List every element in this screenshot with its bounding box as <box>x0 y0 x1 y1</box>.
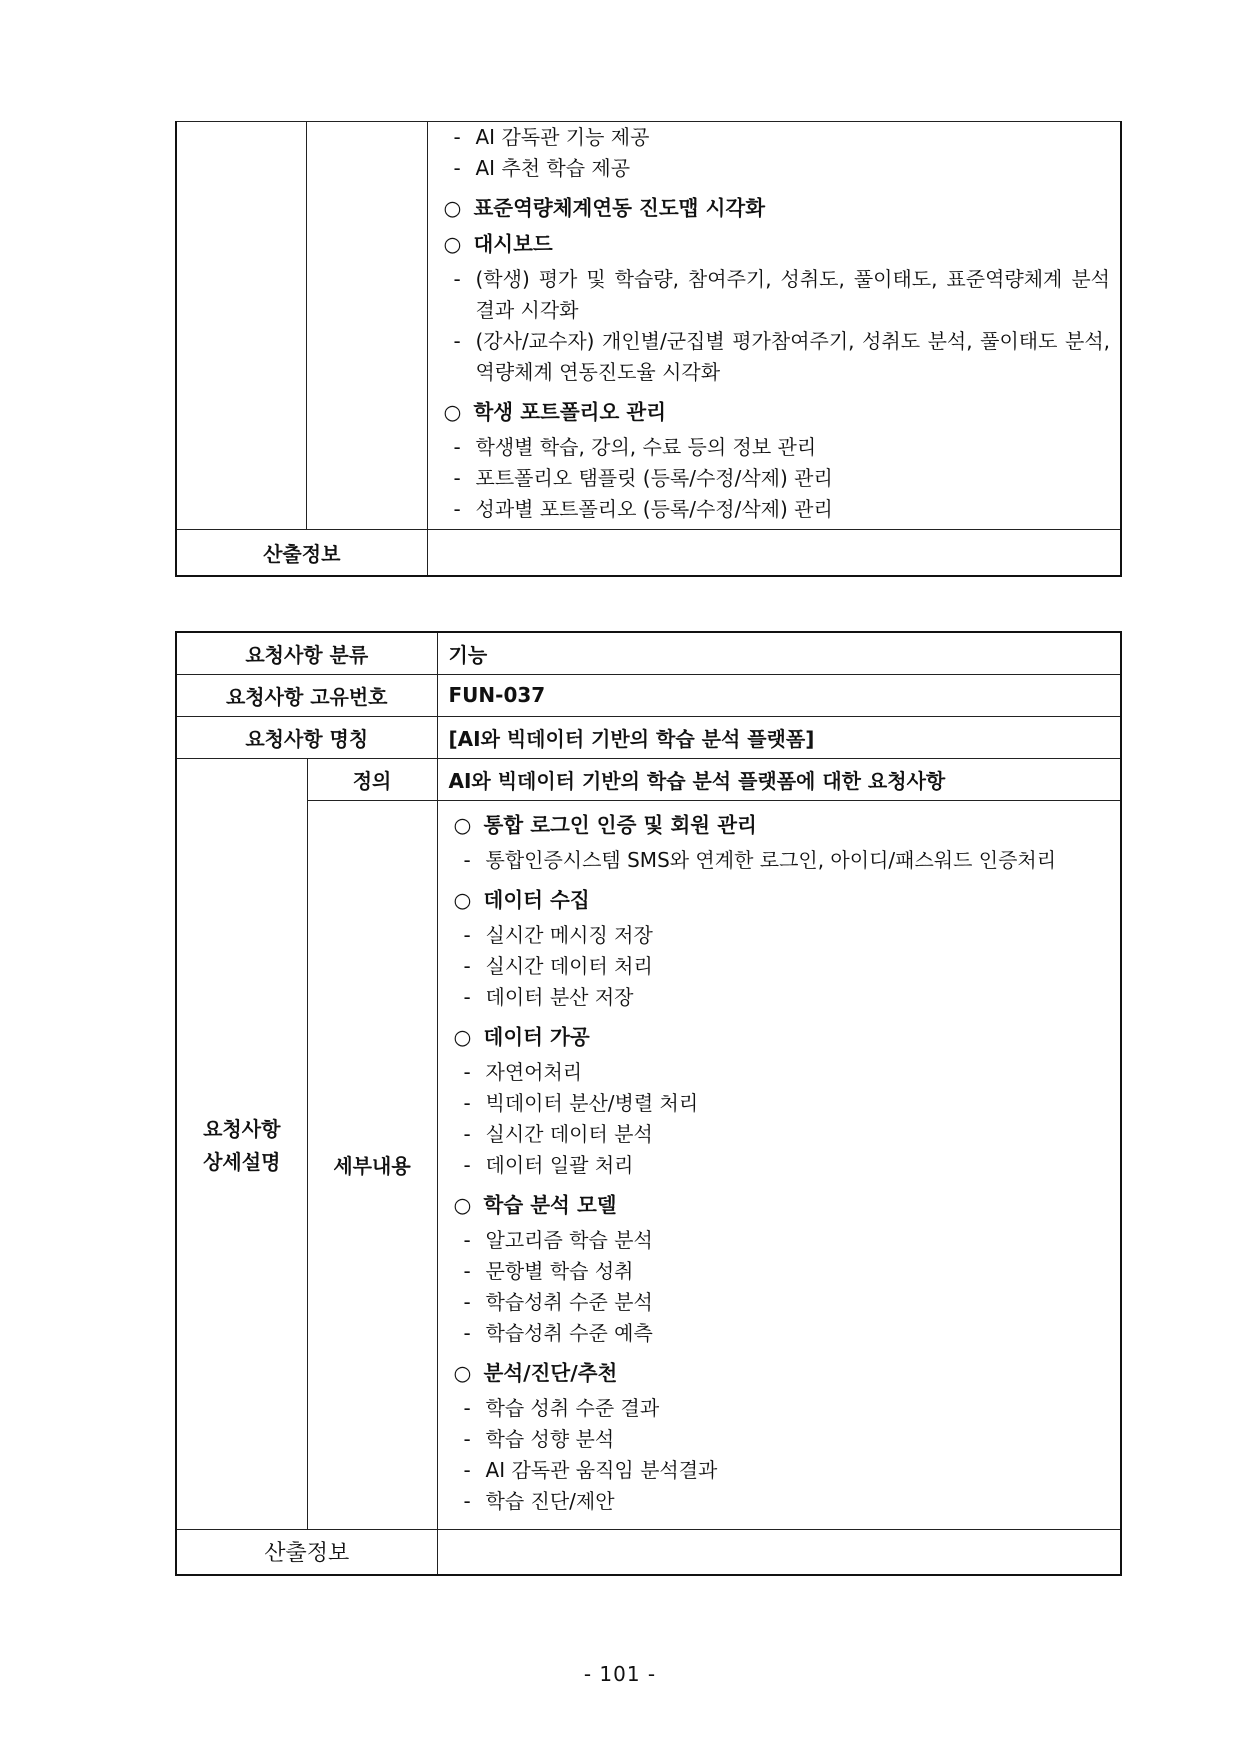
name-value: [AI와 빅데이터 기반의 학습 분석 플랫폼] <box>437 716 1121 758</box>
definition-label: 정의 <box>307 758 437 800</box>
list-item: - 실시간 데이터 분석 <box>463 1121 653 1146</box>
circle-bullet-icon: ○ <box>453 1360 472 1385</box>
id-row <box>176 674 1121 716</box>
output-label: 산출정보 <box>176 1529 437 1575</box>
list-item: - 알고리즘 학습 분석 <box>463 1227 653 1252</box>
name-row <box>176 716 1121 758</box>
category-label: 요청사항 분류 <box>176 632 437 674</box>
output-row <box>176 530 1121 576</box>
list-item: - AI 감독관 움직임 분석결과 <box>463 1457 718 1482</box>
detail-content-cell <box>427 122 1121 530</box>
section-heading: ○ 학습 분석 모델 <box>453 1192 617 1217</box>
circle-bullet-icon: ○ <box>453 1024 472 1049</box>
category-value: 기능 <box>437 632 1121 674</box>
detail-continuation-row <box>176 122 1121 530</box>
definition-row <box>176 758 1121 800</box>
circle-bullet-icon: ○ <box>443 196 462 220</box>
section-heading: ○ 통합 로그인 인증 및 회원 관리 <box>453 812 757 837</box>
section-heading: ○ 학생 포트폴리오 관리 <box>443 400 667 424</box>
list-item: - (학생) 평가 및 학습량, 참여주기, 성취도, 풀이태도, 표준역량체계 분석 결과 시각화 <box>453 267 1110 322</box>
list-item: - 빅데이터 분산/병렬 처리 <box>463 1090 699 1115</box>
list-item: - 자연어처리 <box>463 1059 583 1084</box>
list-item: - 데이터 일괄 처리 <box>463 1152 634 1177</box>
requirement-table <box>175 631 1122 1576</box>
definition-value: AI와 빅데이터 기반의 학습 분석 플랫폼에 대한 요청사항 <box>437 758 1121 800</box>
top-item-list <box>444 122 1111 184</box>
circle-bullet-icon: ○ <box>453 812 472 837</box>
list-item: - 학습성취 수준 분석 <box>463 1289 653 1314</box>
detail-label-line1: 요청사항 <box>203 1116 281 1141</box>
detail-label <box>176 758 307 1529</box>
list-item: - 포트폴리오 탬플릿 (등록/수정/삭제) 관리 <box>453 466 833 490</box>
list-item: - (강사/교수자) 개인별/군집별 평가참여주기, 성취도 분석, 풀이태도 분석, 역량체계 연동진도율 시각화 <box>453 329 1110 384</box>
details-row <box>176 800 1121 1529</box>
list-item: - 학생별 학습, 강의, 수료 등의 정보 관리 <box>453 435 817 459</box>
section-heading: ○ 분석/진단/추천 <box>453 1360 618 1385</box>
list-item: - 문항별 학습 성취 <box>463 1258 634 1283</box>
list-item: - 학습 성향 분석 <box>463 1426 615 1451</box>
list-item: - 데이터 분산 저장 <box>463 984 634 1009</box>
requirement-table-continued <box>175 121 1122 577</box>
list-item: - 통합인증시스템 SMS와 연계한 로그인, 아이디/패스워드 인증처리 <box>463 847 1057 872</box>
detail-label-cell-empty <box>176 122 306 530</box>
category-row <box>176 632 1121 674</box>
section-heading: ○ 데이터 수집 <box>453 887 590 912</box>
name-label: 요청사항 명칭 <box>176 716 437 758</box>
page-number: - 101 - <box>583 1662 657 1686</box>
output-row <box>176 1529 1121 1575</box>
list-item: - AI 감독관 기능 제공 <box>453 125 650 149</box>
list-item: - 학습 성취 수준 결과 <box>463 1395 660 1420</box>
list-item: - 학습 진단/제안 <box>463 1488 615 1513</box>
section-heading: ○ 표준역량체계연동 진도맵 시각화 <box>443 196 766 220</box>
list-item: - 학습성취 수준 예측 <box>463 1320 653 1345</box>
section-heading: ○ 데이터 가공 <box>453 1024 590 1049</box>
output-value <box>437 1529 1121 1575</box>
output-value <box>427 530 1121 576</box>
list-item: - AI 추천 학습 제공 <box>453 156 631 180</box>
list-item: - 실시간 데이터 처리 <box>463 953 653 978</box>
details-label: 세부내용 <box>307 800 437 1529</box>
circle-bullet-icon: ○ <box>443 400 462 424</box>
circle-bullet-icon: ○ <box>443 232 462 256</box>
circle-bullet-icon: ○ <box>453 887 472 912</box>
detail-label-line2: 상세설명 <box>203 1149 281 1174</box>
list-item: - 실시간 메시징 저장 <box>463 922 653 947</box>
list-item: - 성과별 포트폴리오 (등록/수정/삭제) 관리 <box>453 497 833 521</box>
id-label: 요청사항 고유번호 <box>176 674 437 716</box>
details-content <box>437 800 1121 1529</box>
output-label: 산출정보 <box>176 530 427 576</box>
id-value: FUN-037 <box>437 674 1121 716</box>
detail-sublabel-cell-empty <box>306 122 427 530</box>
section-heading: ○ 대시보드 <box>443 232 553 256</box>
circle-bullet-icon: ○ <box>453 1192 472 1217</box>
